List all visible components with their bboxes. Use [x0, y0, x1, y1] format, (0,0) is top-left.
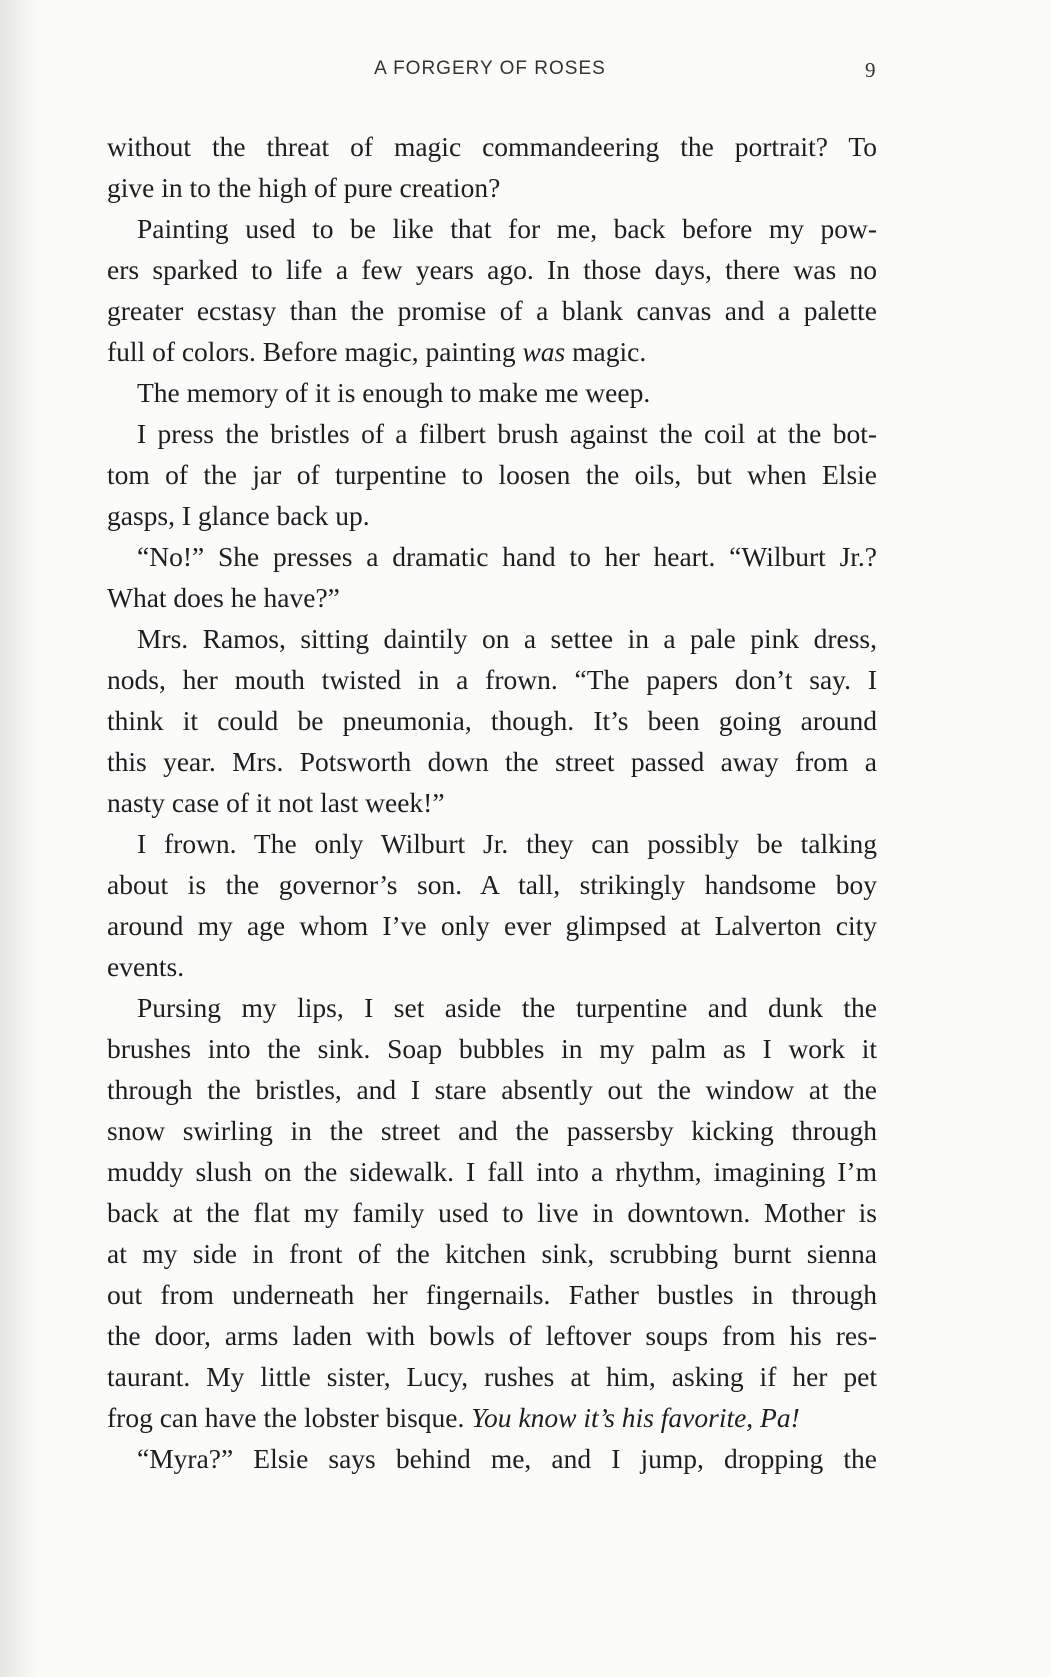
text-run: gasps, I glance back up. [107, 500, 370, 531]
text-line [107, 1028, 877, 1069]
text-line [107, 126, 877, 167]
text-run: at my side in front of the kitchen sink, scrubbing burnt sienna [107, 1238, 877, 1269]
text-run: “Myra?” Elsie says behind me, and I jump, dropping the [137, 1443, 877, 1474]
paragraph [107, 823, 877, 987]
text-line [107, 823, 877, 864]
text-line [107, 946, 877, 987]
text-line [107, 864, 877, 905]
text-run: tom of the jar of turpentine to loosen the oils, but when Elsie [107, 459, 877, 490]
text-line [107, 495, 877, 536]
text-line [107, 618, 877, 659]
text-line [107, 249, 877, 290]
text-run: around my age whom I’ve only ever glimpsed at Lalverton city [107, 910, 877, 941]
text-run: back at the flat my family used to live in downtown. Mother is [107, 1197, 877, 1228]
italic-text: You know it’s his favorite, Pa! [471, 1402, 800, 1433]
paragraph [107, 126, 877, 208]
text-run: greater ecstasy than the promise of a blank canvas and a palette [107, 295, 877, 326]
text-line [107, 700, 877, 741]
text-line [107, 290, 877, 331]
text-line [107, 167, 877, 208]
text-run: “No!” She presses a dramatic hand to her heart. “Wilburt Jr.? [137, 541, 877, 572]
text-run: Painting used to be like that for me, back before my pow- [137, 213, 877, 244]
text-line [107, 577, 877, 618]
text-line [107, 905, 877, 946]
text-line [107, 1438, 877, 1479]
text-line [107, 1151, 877, 1192]
text-line [107, 1233, 877, 1274]
text-run: taurant. My little sister, Lucy, rushes at him, asking if her pet [107, 1361, 877, 1392]
text-line [107, 454, 877, 495]
text-run: The memory of it is enough to make me weep. [137, 377, 651, 408]
text-run: without the threat of magic commandeering the portrait? To [107, 131, 877, 162]
paragraph [107, 618, 877, 823]
body-text [107, 126, 877, 1479]
text-line [107, 1110, 877, 1151]
text-line [107, 741, 877, 782]
paragraph [107, 208, 877, 372]
page-scan-shadow [0, 0, 40, 1677]
text-run: this year. Mrs. Potsworth down the street passed away from a [107, 746, 877, 777]
paragraph [107, 536, 877, 618]
paragraph [107, 1438, 877, 1479]
text-run: Mrs. Ramos, sitting daintily on a settee in a pale pink dress, [137, 623, 877, 654]
text-run: about is the governor’s son. A tall, strikingly handsome boy [107, 869, 877, 900]
text-line [107, 208, 877, 249]
text-run: snow swirling in the street and the passersby kicking through [107, 1115, 877, 1146]
text-run: nods, her mouth twisted in a frown. “The papers don’t say. I [107, 664, 877, 695]
text-run: events. [107, 951, 185, 982]
text-line [107, 659, 877, 700]
paragraph [107, 372, 877, 413]
text-line [107, 1356, 877, 1397]
text-run: full of colors. Before magic, painting [107, 336, 523, 367]
text-line [107, 1274, 877, 1315]
text-line [107, 1069, 877, 1110]
text-run: the door, arms laden with bowls of leftover soups from his res- [107, 1320, 877, 1351]
text-line [107, 782, 877, 823]
text-run: I press the bristles of a filbert brush against the coil at the bot- [137, 418, 877, 449]
text-line [107, 536, 877, 577]
text-line [107, 987, 877, 1028]
running-title: A FORGERY OF ROSES [374, 58, 606, 79]
page-number: 9 [865, 58, 876, 82]
text-run: through the bristles, and I stare absently out the window at the [107, 1074, 877, 1105]
running-header [0, 58, 1051, 88]
text-run: I frown. The only Wilburt Jr. they can possibly be talking [137, 828, 877, 859]
text-run: muddy slush on the sidewalk. I fall into a rhythm, imagining I’m [107, 1156, 877, 1187]
text-run: give in to the high of pure creation? [107, 172, 501, 203]
paragraph [107, 987, 877, 1438]
text-run: Pursing my lips, I set aside the turpentine and dunk the [137, 992, 877, 1023]
text-run: nasty case of it not last week!” [107, 787, 445, 818]
text-run: brushes into the sink. Soap bubbles in my palm as I work it [107, 1033, 877, 1064]
text-line [107, 1315, 877, 1356]
text-line [107, 413, 877, 454]
text-line [107, 1397, 877, 1438]
text-line [107, 372, 877, 413]
text-run: What does he have?” [107, 582, 340, 613]
text-run: ers sparked to life a few years ago. In those days, there was no [107, 254, 877, 285]
text-line [107, 1192, 877, 1233]
text-run: out from underneath her fingernails. Father bustles in through [107, 1279, 877, 1310]
paragraph [107, 413, 877, 536]
text-run: frog can have the lobster bisque. [107, 1402, 472, 1433]
text-run: magic. [565, 336, 647, 367]
italic-text: was [522, 336, 566, 367]
text-run: think it could be pneumonia, though. It’s been going around [107, 705, 877, 736]
text-line [107, 331, 877, 372]
